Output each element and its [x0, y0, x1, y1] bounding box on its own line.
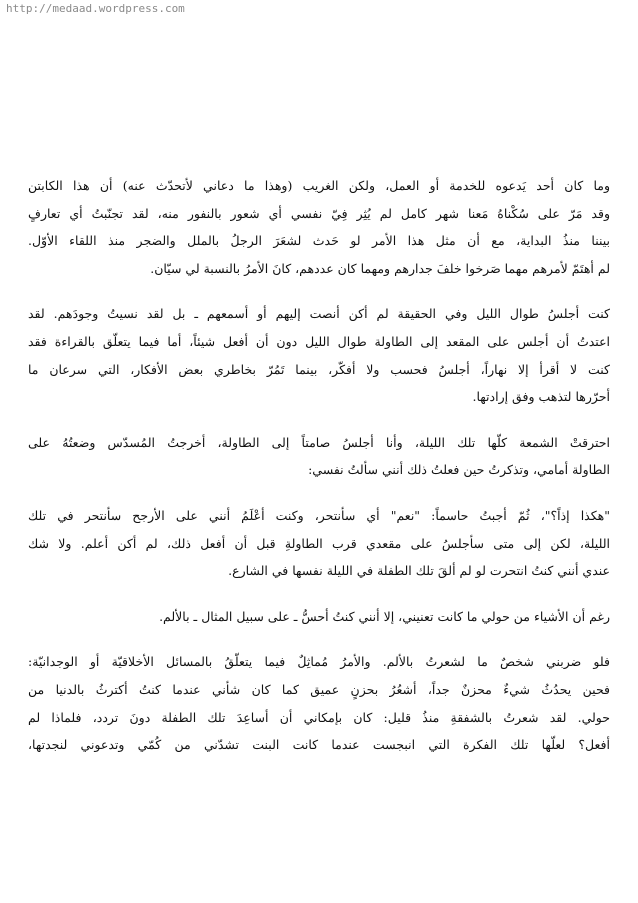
- document-page: [28, 172, 610, 777]
- text-line: كنت لا أقرأ إلا نهاراً، أجلسُ فحسب ولا أفكّر، بينما تَمُرّ بخاطري بعض الأفكار، التي سرعان ما: [28, 361, 610, 377]
- text-line: كنت أجلسُ طوال الليل وفي الحقيقة لم أكن أنصت إليهم أو أسمعهم ـ بل لقد نسيتُ وجودَهم. لقد: [28, 306, 610, 322]
- text-line: أحرّرها لتذهب وفق إرادتها.: [472, 389, 610, 405]
- text-line: أفعل؟ لعلّها تلك الفكرة التي انبجست عندما كانت البنت تشدّني من كُمّي وتدعوني لنجدتها،: [28, 737, 610, 753]
- text-line: عندي أنني كنتُ انتحرت لو لم ألقَ تلك الطفلة في الليلة نفسها في الشارع.: [228, 563, 610, 579]
- paragraph: [28, 648, 610, 758]
- text-line: وما كان أحد يَدعوه للخدمة أو العمل، ولكن الغريب (وهذا ما دعاني لأتحدّث عنه) أن هذا الكابتن: [28, 178, 610, 193]
- text-line: حولي. لقد شعرتُ بالشفقةِ منذُ قليل: كان بإمكاني أن أساعِدَ تلك الطفلة دونَ تردد، فلماذا لم: [28, 709, 610, 725]
- text-line: فلو ضربني شخصٌ ما لشعرتُ بالألم. والأمرُ مُماثِلٌ فيما يتعلّقُ بالمسائل الأخلاقيّة أو الوجدانيّة:: [28, 654, 610, 670]
- text-line: الليلة، لكن إلى متى سأجلسُ على مقعدي قرب الطاولةِ قبل أن أفعل ذلك، لم أكن أعلم. ولا شك: [28, 535, 610, 551]
- text-line: احترقتْ الشمعة كلّها تلك الليلة، وأنا أجلسُ صامتاً إلى الطاولة، أخرجتُ المُسدّس وضعتُهُ على: [28, 434, 610, 450]
- paragraph: [28, 502, 610, 585]
- header-url: http://medaad.wordpress.com: [6, 2, 185, 15]
- paragraph: [28, 429, 610, 484]
- paragraph: [28, 603, 610, 631]
- text-line: اعتدتُ أن أجلس على المقعد إلى الطاولة طوال الليل دون أن أفعل شيئاً، أما فيما يتعلّق بالقراءة فقد: [28, 333, 610, 349]
- text-line: فحين يحدُثُ شيءٌ محزنٌ جداً، أشعُرُ بحزنٍ عميق كما كان شأني عندما كنتُ أكترثُ بالدنيا من: [28, 681, 610, 697]
- paragraph: [28, 300, 610, 410]
- text-line: وقد مَرّ على سُكْناهُ مَعنا شهر كامل لم يُثِر فِيّ نفسي أي شعور بالنفور منه، لقد تجنّبتُ أي تعارفٍ: [28, 205, 610, 221]
- text-line: الطاولة أمامي، وتذكرتُ حين فعلتُ ذلك أنني سألتُ نفسي:: [308, 462, 610, 478]
- text-line: لم أهتَمّ لأمرهم مهما صَرخوا خلفَ جدارهم ومهما كان عددهم، كانَ الأمرُ بالنسبة لي سيّان.: [150, 260, 610, 276]
- text-line: "هكذا إذاً؟"، ثُمّ أجبتُ حاسماً: "نعم" أي سأنتحر، وكنت أعْلَمُ أنني على الأرجح سأنتحر في تلك: [28, 507, 610, 523]
- text-line: رغم أن الأشياء من حولي ما كانت تعنيني، إلا أنني كنتُ أحسُّ ـ على سبيل المثال ـ بالألم.: [159, 608, 610, 624]
- paragraph: [28, 172, 610, 282]
- text-line: بيننا منذُ البداية، مع أن مثل هذا الأمر لو حَدث لشعَرَ الرجلُ بالملل والضجر منذ اللقاء الأوّل.: [28, 233, 610, 249]
